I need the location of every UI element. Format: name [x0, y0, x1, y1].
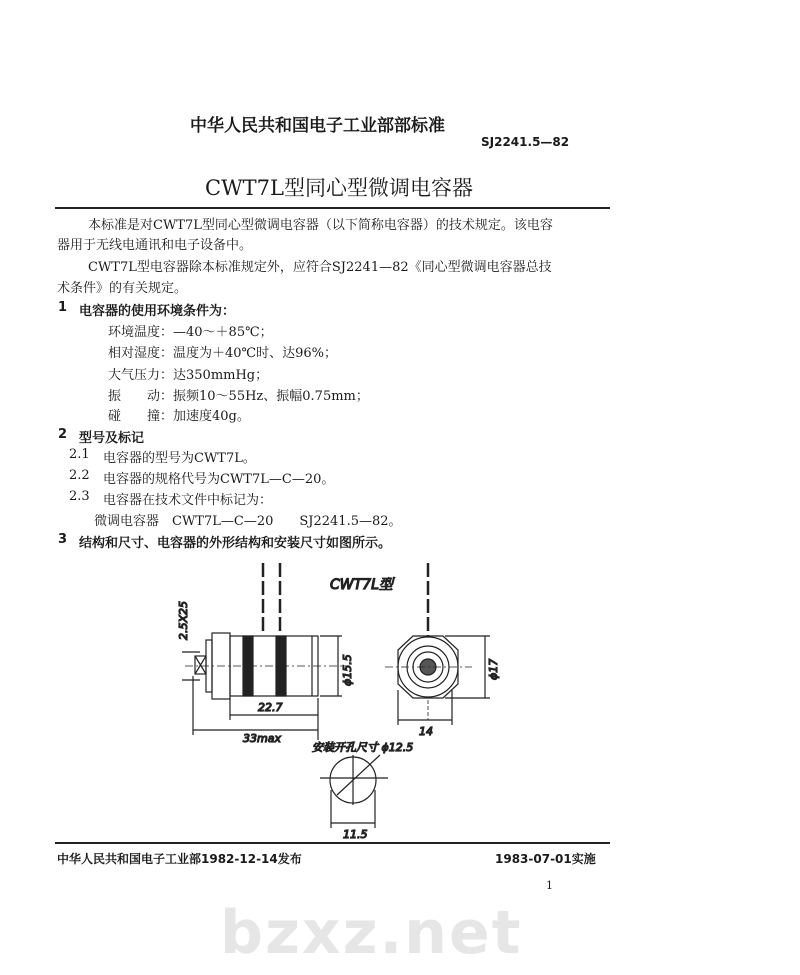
hole-label: 安装开孔尺寸 ϕ12.5 [312, 741, 414, 754]
clause-text: 电容器的规格代号为CWT7L—C—20。 [103, 472, 335, 487]
watermark: bzxz.net [220, 898, 523, 968]
section-title: 电容器的使用环境条件为： [79, 304, 236, 319]
effective-date: 1983-07-01实施 [495, 852, 596, 866]
mounting-hole-view [320, 755, 388, 828]
section-number: 3 [58, 532, 68, 547]
clause-number: 2.2 [69, 468, 90, 483]
total-length-dimension: 33max [243, 732, 281, 745]
body-length-dimension: 22.7 [258, 701, 283, 714]
front-view [385, 563, 490, 725]
condition-item: 碰 撞：加速度40g。 [108, 409, 250, 424]
section-title: 型号及标记 [79, 431, 145, 446]
hex-diameter-dimension: ϕ17 [487, 658, 500, 680]
section-number: 1 [58, 300, 68, 315]
marking-example: 微调电容器 CWT7L—C—20 SJ2241.5—82。 [94, 514, 402, 529]
condition-item: 振 动：振频10～55Hz、振幅0.75mm； [108, 389, 369, 404]
condition-item: 大气压力：达350mmHg； [108, 368, 269, 383]
clause-text: 电容器的型号为CWT7L。 [103, 451, 256, 466]
page-number: 1 [546, 879, 553, 892]
clause-number: 2.1 [69, 447, 90, 462]
intro-line: CWT7L型电容器除本标准规定外，应符合SJ2241—82《同心型微调电容器总技 [88, 260, 552, 275]
hex-width-dimension: 14 [419, 725, 433, 738]
condition-item: 相对湿度：温度为＋40℃时、达96%； [108, 346, 337, 361]
clause-text: 电容器在技术文件中标记为： [103, 493, 273, 508]
document-title: CWT7L型同心型微调电容器 [205, 176, 473, 200]
section-title: 结构和尺寸、电容器的外形结构和安装尺寸如图所示。 [79, 536, 392, 551]
condition-item: 环境温度：—40～＋85℃； [108, 325, 273, 340]
section-number: 2 [58, 427, 68, 442]
model-label: CWT7L型 [330, 577, 393, 593]
footer-rule [55, 842, 610, 844]
diameter-dimension: ϕ15.5 [341, 654, 354, 686]
standard-code: SJ2241.5—82 [481, 135, 570, 149]
intro-line: 本标准是对CWT7L型同心型微调电容器（以下简称电容器）的技术规定。该电容 [88, 218, 553, 233]
hole-flat-dimension: 11.5 [343, 828, 368, 841]
intro-line: 术条件》的有关规定。 [57, 281, 188, 296]
issuing-org: 中华人民共和国电子工业部部标准 [190, 116, 445, 136]
issue-date: 中华人民共和国电子工业部1982-12-14发布 [57, 852, 302, 866]
clause-number: 2.3 [69, 489, 90, 504]
shaft-dimension: 2.5X25 [177, 600, 190, 640]
intro-line: 器用于无线电通讯和电子设备中。 [57, 238, 253, 253]
